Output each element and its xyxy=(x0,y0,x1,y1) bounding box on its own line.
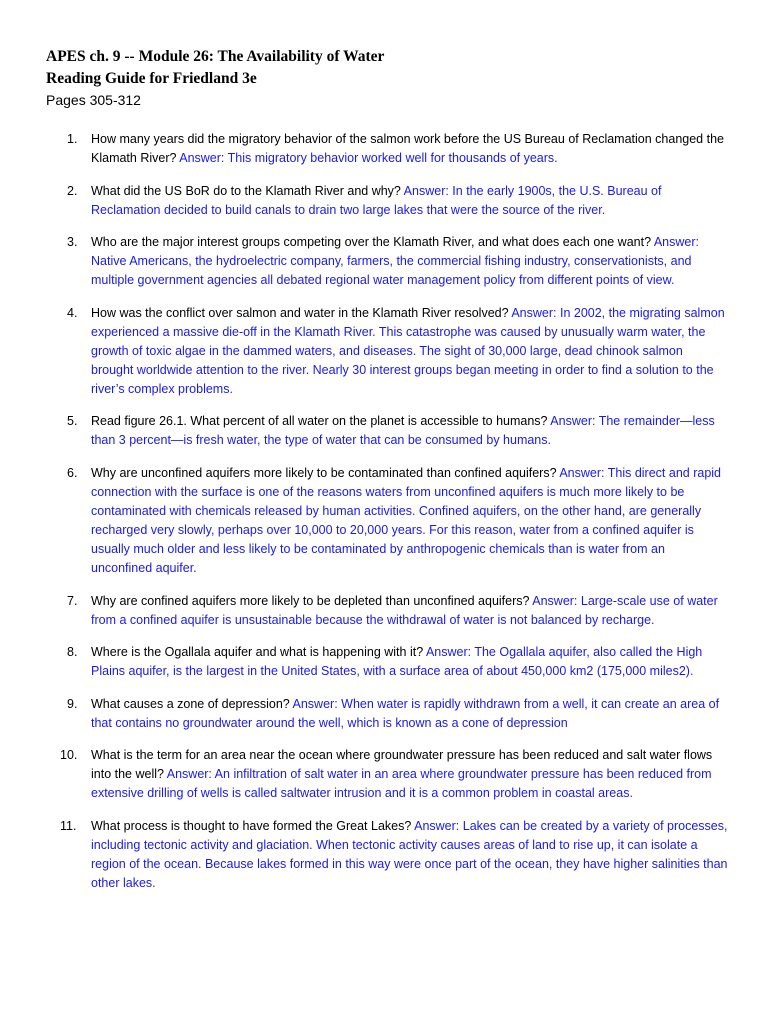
question-number: 2. xyxy=(67,183,78,198)
question-number: 4. xyxy=(67,305,78,320)
question-item xyxy=(60,304,728,399)
question-item xyxy=(60,695,728,733)
answer-text: Answer: Large-scale use of water from a confined aquifer is unsustainable because the withdrawal of water is not balanced by recharge. xyxy=(91,593,718,627)
question-item xyxy=(60,643,728,681)
document-title: APES ch. 9 -- Module 26: The Availability of Water xyxy=(46,48,385,65)
question-text: Who are the major interest groups competing over the Klamath River, and what does each one want? xyxy=(91,235,654,250)
question-text: How was the conflict over salmon and water in the Klamath River resolved? xyxy=(91,305,512,320)
answer-text: Answer: The remainder—less than 3 percent—is fresh water, the type of water that can be consumed by humans. xyxy=(91,414,715,448)
answer-text: Answer: The Ogallala aquifer, also called the High Plains aquifer, is the largest in the United States, with a surface area of about 450,000 km2 (175,000 miles2). xyxy=(91,645,703,679)
question-text: How many years did the migratory behavior of the salmon work before the US Bureau of Reclamation changed the Klamath River? xyxy=(91,132,724,165)
question-number: 1. xyxy=(67,132,78,146)
question-number: 6. xyxy=(67,465,78,480)
question-item xyxy=(60,412,728,450)
question-number: 9. xyxy=(67,696,78,711)
answer-text: Answer: This direct and rapid connection with the surface is one of the reasons waters from unconfined aquifers is much more likely to be contaminated with chemicals released by human activities. Confined aquifers, on the other hand, are generally recharged very slowly, perhaps over 10,000 to 20,000 years. For this reason, water from a confined aquifer is usually much older and less likely to be contaminated by anthropogenic chemicals than is water from an unconfined aquifer. xyxy=(91,465,721,575)
question-number: 11. xyxy=(60,818,77,833)
question-text: Why are unconfined aquifers more likely to be contaminated than confined aquifers? xyxy=(91,465,560,480)
question-item xyxy=(60,464,728,578)
question-number: 5. xyxy=(67,414,78,429)
question-number: 3. xyxy=(67,235,78,250)
question-text: Why are confined aquifers more likely to be depleted than unconfined aquifers? xyxy=(91,593,533,608)
page-range: Pages 305-312 xyxy=(46,92,141,108)
question-item xyxy=(60,182,728,220)
question-number: 10. xyxy=(60,748,78,763)
question-text: What causes a zone of depression? xyxy=(91,696,293,711)
question-text: What did the US BoR do to the Klamath River and why? xyxy=(91,183,404,198)
question-item xyxy=(60,130,728,168)
question-text: Read figure 26.1. What percent of all water on the planet is accessible to humans? xyxy=(91,414,551,429)
answer-text: Answer: When water is rapidly withdrawn from a well, it can create an area of that contains no groundwater around the well, which is known as a cone of depression xyxy=(91,696,720,730)
question-item xyxy=(60,817,728,893)
question-item xyxy=(60,233,728,290)
document-subtitle: Reading Guide for Friedland 3e xyxy=(46,70,257,87)
answer-text: Answer: Native Americans, the hydroelectric company, farmers, the commercial fishing industry, conservationists, and multiple government agencies all debated regional water management policy from different points of view. xyxy=(91,235,699,288)
question-text: What process is thought to have formed the Great Lakes? xyxy=(91,818,415,833)
question-number: 8. xyxy=(67,645,78,660)
answer-text: Answer: In 2002, the migrating salmon experienced a massive die-off in the Klamath River. This catastrophe was caused by unusually warm water, the growth of toxic algae in the dammed waters, and diseases. The sight of 30,000 large, dead chinook salmon brought worldwide attention to the river. Nearly 30 interest groups began meeting in order to find a solution to the river’s complex problems. xyxy=(91,305,725,396)
question-item xyxy=(60,592,728,630)
answer-text: Answer: Lakes can be created by a variety of processes, including tectonic activity and glaciation. When tectonic activity causes areas of land to rise up, it can isolate a region of the ocean. Because lakes formed in this way were once part of the ocean, they have higher salinities than other lakes. xyxy=(91,818,728,890)
answer-text: Answer: An infiltration of salt water in an area where groundwater pressure has been reduced from extensive drilling of wells is called saltwater intrusion and it is a common problem in coastal areas. xyxy=(91,767,712,801)
question-number: 7. xyxy=(67,593,78,608)
answer-text: Answer: This migratory behavior worked well for thousands of years. xyxy=(179,151,558,165)
question-text: Where is the Ogallala aquifer and what is happening with it? xyxy=(91,645,426,660)
answer-text: Answer: In the early 1900s, the U.S. Bureau of Reclamation decided to build canals to drain two large lakes that were the source of the river. xyxy=(91,183,662,217)
document-header xyxy=(46,46,384,110)
question-text: What is the term for an area near the ocean where groundwater pressure has been reduced and salt water flows into the well? xyxy=(91,748,713,782)
question-list xyxy=(60,130,728,907)
question-item xyxy=(60,746,728,803)
